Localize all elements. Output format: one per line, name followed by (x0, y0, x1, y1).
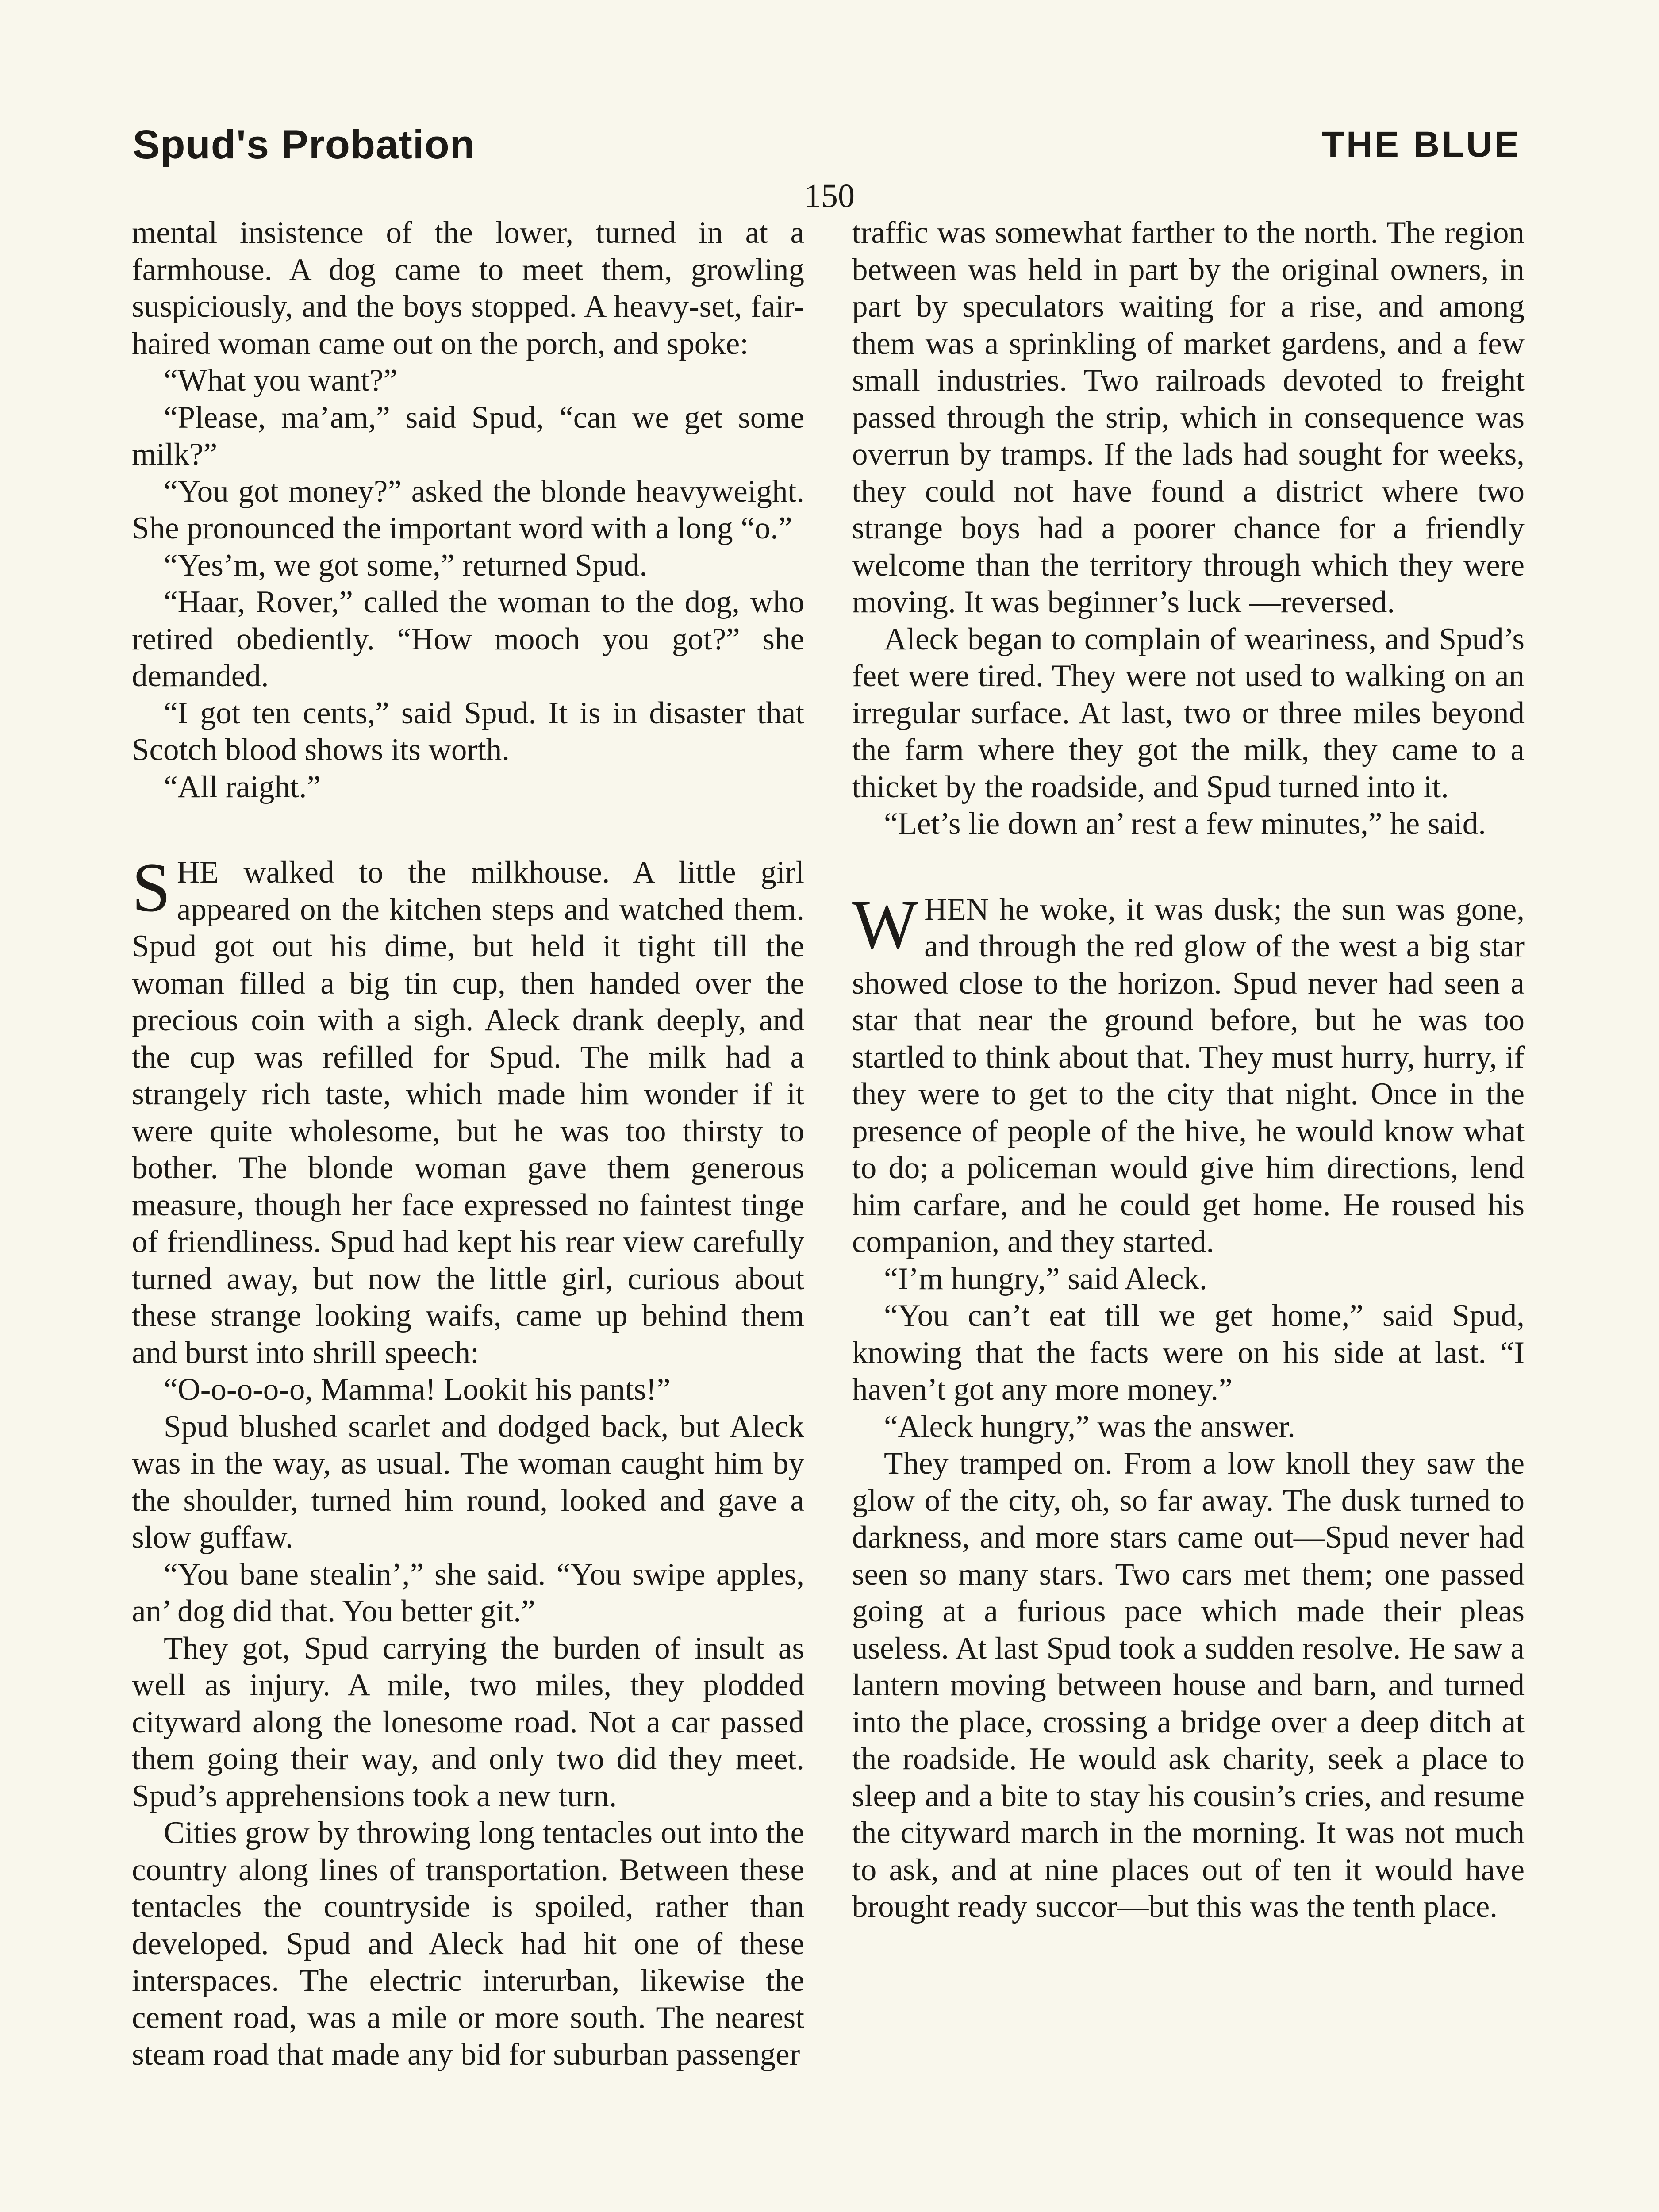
paragraph: “Haar, Rover,” called the woman to the dog, who retired obediently. “How mooch you got?” she demanded. (132, 585, 804, 693)
section-paragraph (132, 849, 804, 1371)
paragraph-text: HE walked to the milkhouse. A little girl appeared on the kitchen steps and watched them. Spud got out his dime, but held it tight till the woman filled a big tin cup, then handed over the precious coin with a sigh. Aleck drank deeply, and the cup was refilled for Spud. The milk had a strangely rich taste, which made him wonder if it were quite wholesome, but he was too thirsty to bother. The blonde woman gave them generous measure, though her face expressed no faintest tinge of friendliness. Spud had kept his rear view carefully turned away, but now the little girl, curious about these strange looking waifs, came up behind them and burst into shrill speech: (132, 855, 804, 1370)
paragraph: “Yes’m, we got some,” returned Spud. (164, 548, 648, 583)
paragraph: “You can’t eat till we get home,” said Spud, knowing that the facts were on his side at last. “I haven’t got any more money.” (852, 1298, 1525, 1407)
page-number: 150 (804, 177, 855, 215)
paragraph: “I’m hungry,” said Aleck. (884, 1261, 1207, 1296)
paragraph: “You bane stealin’,” she said. “You swipe apples, an’ dog did that. You better git.” (132, 1557, 804, 1628)
section-paragraph (852, 886, 1525, 1261)
right-column (852, 215, 1525, 1926)
story-title: Spud's Probation (133, 122, 475, 167)
left-column (132, 215, 804, 2074)
paragraph-text: HEN he woke, it was dusk; the sun was gone, and through the red glow of the west a big star showed close to the horizon. Spud never had seen a star that near the ground before, but he was too startled to think about that. They must hurry, hurry, if they were to get to the city that night. Once in the presence of people of the hive, he would know what to do; a policeman would give him directions, lend him carfare, and he could get home. He roused his companion, and they started. (852, 892, 1525, 1259)
paragraph: “O-o-o-o-o, Mamma! Lookit his pants!” (164, 1372, 671, 1407)
drop-cap: W (852, 886, 918, 964)
paragraph: They got, Spud carrying the burden of insult as well as injury. A mile, two miles, they plodded cityward along the lonesome road. Not a car passed them going their way, and only two did they meet. Spud’s apprehensions took a new turn. (132, 1631, 804, 1813)
paragraph: Spud blushed scarlet and dodged back, but Aleck was in the way, as usual. The woman caught him by the shoulder, turned him round, looked and gave a slow guffaw. (132, 1409, 804, 1555)
paragraph: They tramped on. From a low knoll they saw the glow of the city, oh, so far away. The dusk turned to darkness, and more stars came out—Spud never had seen so many stars. Two cars met them; one passed going at a furious pace which made their pleas useless. At last Spud took a sudden resolve. He saw a lantern moving between house and barn, and turned into the place, crossing a bridge over a deep ditch at the roadside. He would ask charity, seek a place to sleep and a bite to stay his cousin’s cries, and resume the cityward march in the morning. It was not much to ask, and at nine places out of ten it would have brought ready succor—but this was the tenth place. (852, 1446, 1525, 1924)
paragraph: “What you want?” (164, 363, 398, 398)
paragraph: “Let’s lie down an’ rest a few minutes,” he said. (884, 806, 1486, 841)
paragraph: mental insistence of the lower, turned in at a farmhouse. A dog came to meet them, growling suspiciously, and the boys stopped. A heavy-set, fair-haired woman came out on the porch, and spoke: (132, 215, 804, 361)
drop-cap: S (132, 849, 171, 926)
paragraph: “I got ten cents,” said Spud. It is in disaster that Scotch blood shows its worth. (132, 695, 804, 767)
paragraph: “Please, ma’am,” said Spud, “can we get some milk?” (132, 400, 804, 472)
paragraph: “Aleck hungry,” was the answer. (884, 1409, 1295, 1444)
paragraph: “You got money?” asked the blonde heavyweight. She pronounced the important word with a long “o.” (132, 474, 804, 545)
magazine-title: THE BLUE (1322, 124, 1521, 165)
paragraph: “All raight.” (164, 769, 321, 804)
paragraph: Cities grow by throwing long tentacles out into the country along lines of transportation. Between these tentacles the countryside is spoiled, rather than developed. Spud and Aleck had hit one of these interspaces. The electric interurban, likewise the cement road, was a mile or more south. The nearest steam road that made any bid for suburban passenger (132, 1816, 804, 2072)
paragraph: traffic was somewhat farther to the north. The region between was held in part by the original owners, in part by speculators waiting for a rise, and among them was a sprinkling of market gardens, and a few small industries. Two railroads devoted to freight passed through the strip, which in consequence was overrun by tramps. If the lads had sought for weeks, they could not have found a district where two strange boys had a poorer chance for a friendly welcome than the territory through which they were moving. It was beginner’s luck —reversed. (852, 215, 1525, 619)
paragraph: Aleck began to complain of weariness, and Spud’s feet were tired. They were not used to walking on an irregular surface. At last, two or three miles beyond the farm where they got the milk, they came to a thicket by the roadside, and Spud turned into it. (852, 622, 1525, 804)
